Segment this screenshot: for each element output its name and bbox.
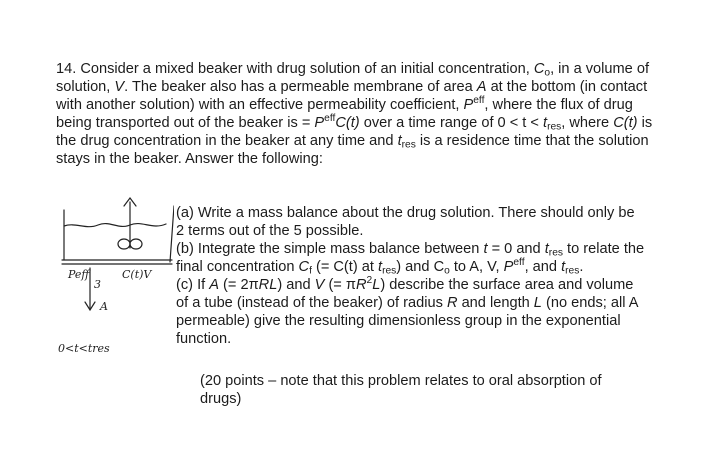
beaker-sketch-icon <box>62 206 174 264</box>
problem-stem: 14. Consider a mixed beaker with drug solution of an initial concentration, $C_o$, in a volume of solution, V. The beaker also has a permeable membrane of area A at the bottom (in contact with another solution) with an effective permeability coefficient, $P^{eff}$, where the flux of drug being transported out of the beaker is = $P^{eff}C(t)$ over a time range of $0 < t < t_{res}$, where C(t) is the drug concentration in the beaker at any time and $t_{res}$ is a residence time that the solution stays in the beaker. Answer the following: <box>56 61 653 167</box>
sketch-label-concentration-volume: C(t)V <box>122 268 152 281</box>
question-parts <box>176 204 646 348</box>
part-a: (a) Write a mass balance about the drug solution. There should only be 2 terms out of the 5 possible. <box>176 205 635 239</box>
sketch-label-area: A <box>100 300 108 313</box>
beaker-sketch <box>56 192 174 364</box>
sketch-label-peff: Peff <box>68 268 90 281</box>
problem-number: 14. <box>56 61 77 77</box>
problem-statement <box>56 60 656 168</box>
part-b: (b) Integrate the simple mass balance between t = 0 and $t_{res}$ to relate the final concentration $C_f$ (= C(t) at $t_{res}$) and $C_o$ to A, V, $P^{eff}$, and $t_{res}$. <box>176 241 645 277</box>
part-c: (c) If A (= 2πRL) and V (= $\pi R^2L$) describe the surface area and volume of a tube (instead of the beaker) of radius R and length L (no ends; all A permeable) give the resulting dimensionless group in the exponential function. <box>176 274 638 347</box>
sketch-label-3: 3 <box>94 278 101 291</box>
points-note: (20 points – note that this problem relates to oral absorption of drugs) <box>200 373 602 407</box>
sketch-label-time-range: 0<t<tres <box>58 342 110 355</box>
